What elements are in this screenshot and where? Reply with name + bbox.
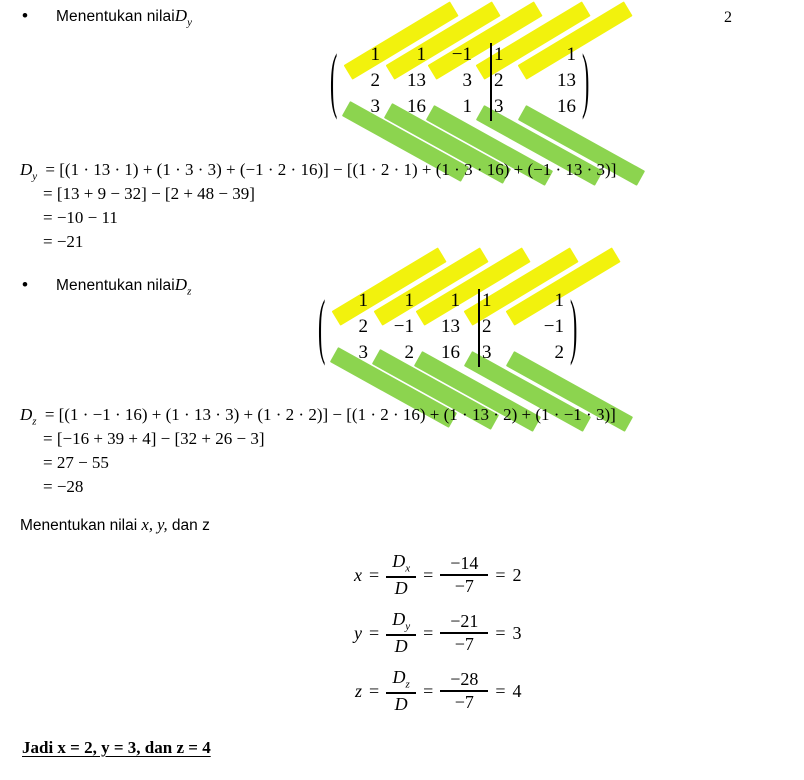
matrix-dy-cell: 1	[494, 44, 504, 65]
matrix-dz-cell: 16	[441, 342, 460, 363]
fraction-denominator: D	[394, 635, 408, 656]
solution-variable-y: y	[354, 622, 362, 643]
fraction-denominator: D	[394, 693, 408, 714]
solution-result-x: 2	[512, 564, 522, 585]
equation-dy-line-4: = −21	[43, 232, 84, 251]
fraction-numerator: $D_y$	[392, 608, 411, 633]
matrix-dz-cell: 1	[404, 290, 414, 311]
symbol-dz: $D_z$	[174, 275, 192, 298]
equation-dy-line-3: = −10 − 11	[43, 208, 118, 227]
matrix-dy-cell: 13	[557, 70, 576, 91]
matrix-dz-gap	[466, 340, 478, 366]
matrix-dz-grid	[328, 288, 570, 366]
conclusion-text: Jadi x = 2, y = 3, dan z = 4	[22, 738, 211, 757]
matrix-dz-cell: 1	[450, 290, 460, 311]
matrix-dy-cell: 16	[407, 96, 426, 117]
matrix-dy-cell: 1	[416, 44, 426, 65]
fraction-numerator: −21	[450, 610, 479, 631]
solution-fraction-numeric-x	[440, 554, 488, 596]
matrix-dy-cell: 3	[370, 96, 380, 117]
bullet-heading-dy	[22, 6, 192, 28]
matrix-dy-gap	[478, 42, 490, 68]
matrix-dy-gap	[478, 68, 490, 94]
matrix-dz-cell: 2	[554, 342, 564, 363]
fraction-numerator: $D_x$	[392, 550, 411, 575]
matrix-dz-cell: −1	[543, 316, 564, 337]
matrix-dz-separator	[478, 289, 480, 367]
solution-equals-1: =	[369, 564, 380, 585]
equation-dz-symbol: $D_z$	[20, 405, 37, 428]
equation-dz-block	[20, 403, 616, 499]
matrix-dy-cell: 13	[407, 70, 426, 91]
page-number: 2	[724, 9, 732, 26]
solution-equals-2: =	[423, 680, 434, 701]
equation-dy-line	[20, 158, 616, 182]
matrix-dz-cell: −1	[393, 316, 414, 337]
matrix-dz-gap	[466, 314, 478, 340]
matrix-dy-cell: −1	[451, 44, 472, 65]
matrix-dy-cell: 3	[494, 96, 504, 117]
equation-dy-line-1: = [(1 · 13 · 1) + (1 · 3 · 3) + (−1 · 2 · 16)] − [(1 · 2 · 1) + (1 · 3 · 16) + (−1 · 13 · 3)]	[45, 160, 617, 179]
matrix-dz-cell: 2	[358, 316, 368, 337]
bullet-label-dy: Menentukan nilai	[56, 8, 175, 25]
solution-heading-vars: x, y,	[141, 515, 168, 534]
matrix-dz-open-paren: (	[318, 284, 326, 367]
matrix-dy-cell: 1	[462, 96, 472, 117]
equation-dz-line-2: = [−16 + 39 + 4] − [32 + 26 − 3]	[43, 429, 265, 448]
fraction-denominator: D	[394, 577, 408, 598]
equation-dz-line-1: = [(1 · −1 · 16) + (1 · 13 · 3) + (1 · 2 · 2)] − [(1 · 2 · 16) + (1 · 13 · 2) + (1 · −1 · 3)]	[44, 405, 616, 424]
matrix-dz-close-paren: )	[570, 284, 578, 367]
matrix-dy-cell: 1	[566, 44, 576, 65]
matrix-dy-cell: 1	[370, 44, 380, 65]
solution-result-z: 4	[512, 680, 522, 701]
solution-equals-1: =	[369, 622, 380, 643]
solutions-block	[342, 546, 521, 720]
solution-row-z	[342, 662, 521, 720]
matrix-dz-cell: 1	[358, 290, 368, 311]
solution-variable-z: z	[354, 680, 362, 701]
matrix-dz-block	[318, 284, 580, 384]
matrix-dz-gap	[466, 288, 478, 314]
bullet-label-dz: Menentukan nilai	[56, 277, 175, 294]
solution-fraction-symbolic-z	[386, 668, 416, 714]
matrix-dy-cell: 3	[462, 70, 472, 91]
fraction-denominator: −7	[454, 691, 474, 712]
solution-result-y: 3	[512, 622, 522, 643]
bullet-marker-icon: •	[22, 6, 28, 25]
solution-variable-x: x	[354, 564, 362, 585]
equation-dy-symbol: $D_y$	[20, 160, 38, 183]
fraction-denominator: −7	[454, 633, 474, 654]
solution-fraction-symbolic-x	[386, 552, 416, 598]
solution-heading-prefix: Menentukan nilai	[20, 517, 142, 534]
matrix-dz-cell: 1	[482, 290, 492, 311]
solution-equals-3: =	[495, 680, 506, 701]
solution-row-y	[342, 604, 521, 662]
solution-row-x	[342, 546, 521, 604]
fraction-numerator: $D_z$	[392, 666, 410, 691]
matrix-dy-close-paren: )	[582, 38, 590, 121]
equation-dz-line-4: = −28	[43, 477, 84, 496]
bullet-marker-icon: •	[22, 275, 28, 294]
solution-fraction-numeric-y	[440, 612, 488, 654]
matrix-dy-cell: 2	[494, 70, 504, 91]
equation-dz-line-3: = 27 − 55	[43, 453, 109, 472]
matrix-dy-open-paren: (	[330, 38, 338, 121]
matrix-dz-cell: 2	[482, 316, 492, 337]
matrix-dz-cell: 3	[482, 342, 492, 363]
matrix-dz-cell: 13	[441, 316, 460, 337]
matrix-dz-cell: 1	[554, 290, 564, 311]
solution-equals-3: =	[495, 564, 506, 585]
matrix-dy-block	[330, 38, 592, 138]
solution-equals-1: =	[369, 680, 380, 701]
solution-heading-suffix: dan z	[167, 517, 210, 534]
solution-heading	[20, 515, 210, 535]
fraction-numerator: −14	[450, 552, 479, 573]
fraction-numerator: −28	[450, 668, 479, 689]
matrix-dz-cell: 2	[404, 342, 414, 363]
matrix-dy-cell: 2	[370, 70, 380, 91]
solution-equals-2: =	[423, 564, 434, 585]
matrix-dz-cell: 3	[358, 342, 368, 363]
fraction-denominator: −7	[454, 575, 474, 596]
matrix-dy-gap	[478, 94, 490, 120]
matrix-dy-cell: 16	[557, 96, 576, 117]
solution-equals-3: =	[495, 622, 506, 643]
equation-dy-line-2: = [13 + 9 − 32] − [2 + 48 − 39]	[43, 184, 255, 203]
equation-dz-line	[20, 403, 616, 427]
solution-fraction-symbolic-y	[386, 610, 416, 656]
matrix-dy-separator	[490, 43, 492, 121]
solution-fraction-numeric-z	[440, 670, 488, 712]
matrix-dy-grid	[340, 42, 582, 120]
bullet-heading-dz	[22, 275, 191, 297]
solution-equals-2: =	[423, 622, 434, 643]
symbol-dy: $D_y$	[174, 6, 192, 29]
equation-dy-block	[20, 158, 616, 254]
